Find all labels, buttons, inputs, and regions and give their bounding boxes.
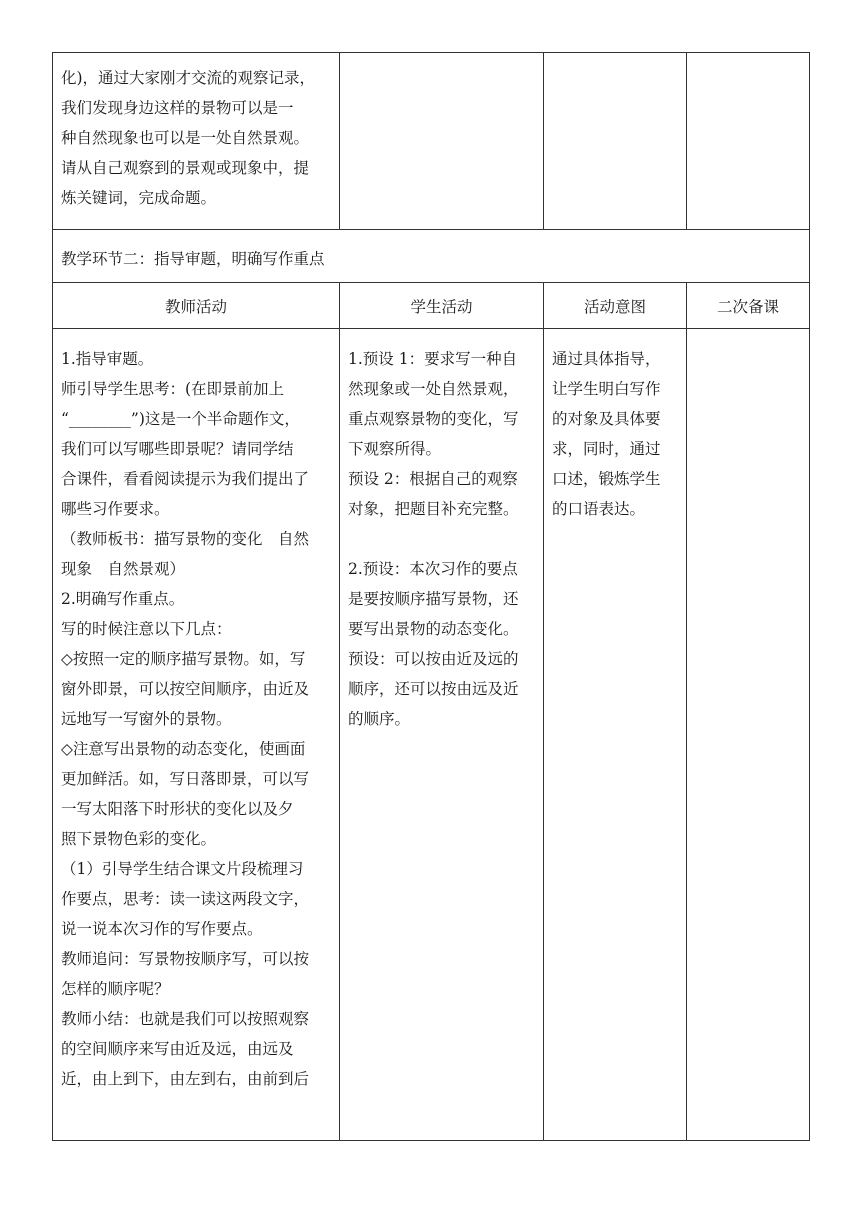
continued-row <box>53 53 810 230</box>
text-line: 下观察所得。 <box>348 440 442 458</box>
continued-teacher-text <box>61 63 332 213</box>
text-line: （教师板书：描写景物的变化 自然 <box>61 530 310 548</box>
header-intent: 活动意图 <box>544 283 687 329</box>
text-line: 请从自己观察到的景观或现象中，提 <box>61 159 310 177</box>
text-line: 教师小结：也就是我们可以按照观察 <box>61 1010 310 1028</box>
text-line: 现象 自然景观） <box>61 560 186 578</box>
text-line: “________”)这是一个半命题作文， <box>61 410 300 428</box>
teacher-activity-text <box>61 344 332 1094</box>
body-row <box>53 329 810 1141</box>
header-row <box>53 283 810 329</box>
text-line: 顺序，还可以按由远及近 <box>348 680 519 698</box>
activity-intent-text <box>552 344 679 524</box>
text-line: 说一说本次习作的写作要点。 <box>61 920 263 938</box>
text-line: 作要点，思考：读一读这两段文字， <box>61 890 310 908</box>
body-student-cell <box>340 329 544 1141</box>
continued-intent-cell <box>544 53 687 230</box>
body-teacher-cell <box>53 329 340 1141</box>
lesson-plan-table <box>52 52 810 1141</box>
continued-teacher-cell <box>53 53 340 230</box>
text-line: 哪些习作要求。 <box>61 500 170 518</box>
text-line: 合课件，看看阅读提示为我们提出了 <box>61 470 310 488</box>
text-line: 口述，锻炼学生 <box>552 470 661 488</box>
text-line: 对象，把题目补充完整。 <box>348 500 519 518</box>
text-line: 怎样的顺序呢？ <box>61 980 170 998</box>
text-line: 的对象及具体要 <box>552 410 661 428</box>
text-line: 写的时候注意以下几点： <box>61 620 232 638</box>
text-line: 预设 2：根据自己的观察 <box>348 470 518 488</box>
text-line: 近，由上到下，由左到右，由前到后 <box>61 1070 310 1088</box>
text-line: 一写太阳落下时形状的变化以及夕 <box>61 800 294 818</box>
text-line: ◇按照一定的顺序描写景物。如，写 <box>61 650 306 668</box>
student-activity-text-1 <box>348 344 536 524</box>
text-line: 2.预设：本次习作的要点 <box>348 560 518 578</box>
section-row <box>53 230 810 283</box>
header-teacher: 教师活动 <box>53 283 340 329</box>
continued-backup-cell <box>687 53 810 230</box>
text-line: 我们可以写哪些即景呢？请同学结 <box>61 440 294 458</box>
student-activity-text-2 <box>348 554 536 734</box>
text-line: 照下景物色彩的变化。 <box>61 830 217 848</box>
text-line: 通过具体指导， <box>552 350 661 368</box>
header-backup: 二次备课 <box>687 283 810 329</box>
continued-student-cell <box>340 53 544 230</box>
text-line: 1.指导审题。 <box>61 350 154 368</box>
body-backup-cell <box>687 329 810 1141</box>
text-line: 预设：可以按由近及远的 <box>348 650 519 668</box>
text-line: 的空间顺序来写由近及远，由远及 <box>61 1040 294 1058</box>
text-line: 炼关键词，完成命题。 <box>61 189 217 207</box>
text-line: 更加鲜活。如，写日落即景，可以写 <box>61 770 310 788</box>
body-intent-cell <box>544 329 687 1141</box>
text-line: 然现象或一处自然景观， <box>348 380 519 398</box>
text-line: 远地写一写窗外的景物。 <box>61 710 232 728</box>
text-line: 2.明确写作重点。 <box>61 590 185 608</box>
text-line: ◇注意写出景物的动态变化，使画面 <box>61 740 306 758</box>
text-line: 化)，通过大家刚才交流的观察记录， <box>61 69 316 87</box>
text-line: 教师追问：写景物按顺序写，可以按 <box>61 950 310 968</box>
section-title: 教学环节二：指导审题，明确写作重点 <box>53 230 810 283</box>
text-line: 的顺序。 <box>348 710 411 728</box>
text-line: 要写出景物的动态变化。 <box>348 620 519 638</box>
text-line: 我们发现身边这样的景物可以是一 <box>61 99 294 117</box>
text-line: 让学生明白写作 <box>552 380 661 398</box>
paragraph-gap <box>348 524 536 554</box>
text-line: 师引导学生思考：(在即景前加上 <box>61 380 285 398</box>
text-line: 种自然现象也可以是一处自然景观。 <box>61 129 310 147</box>
text-line: （1）引导学生结合课文片段梳理习 <box>61 860 304 878</box>
text-line: 窗外即景，可以按空间顺序，由近及 <box>61 680 310 698</box>
text-line: 求，同时，通过 <box>552 440 661 458</box>
text-line: 1.预设 1：要求写一种自 <box>348 350 518 368</box>
header-student: 学生活动 <box>340 283 544 329</box>
text-line: 是要按顺序描写景物，还 <box>348 590 519 608</box>
text-line: 重点观察景物的变化，写 <box>348 410 519 428</box>
text-line: 的口语表达。 <box>552 500 646 518</box>
